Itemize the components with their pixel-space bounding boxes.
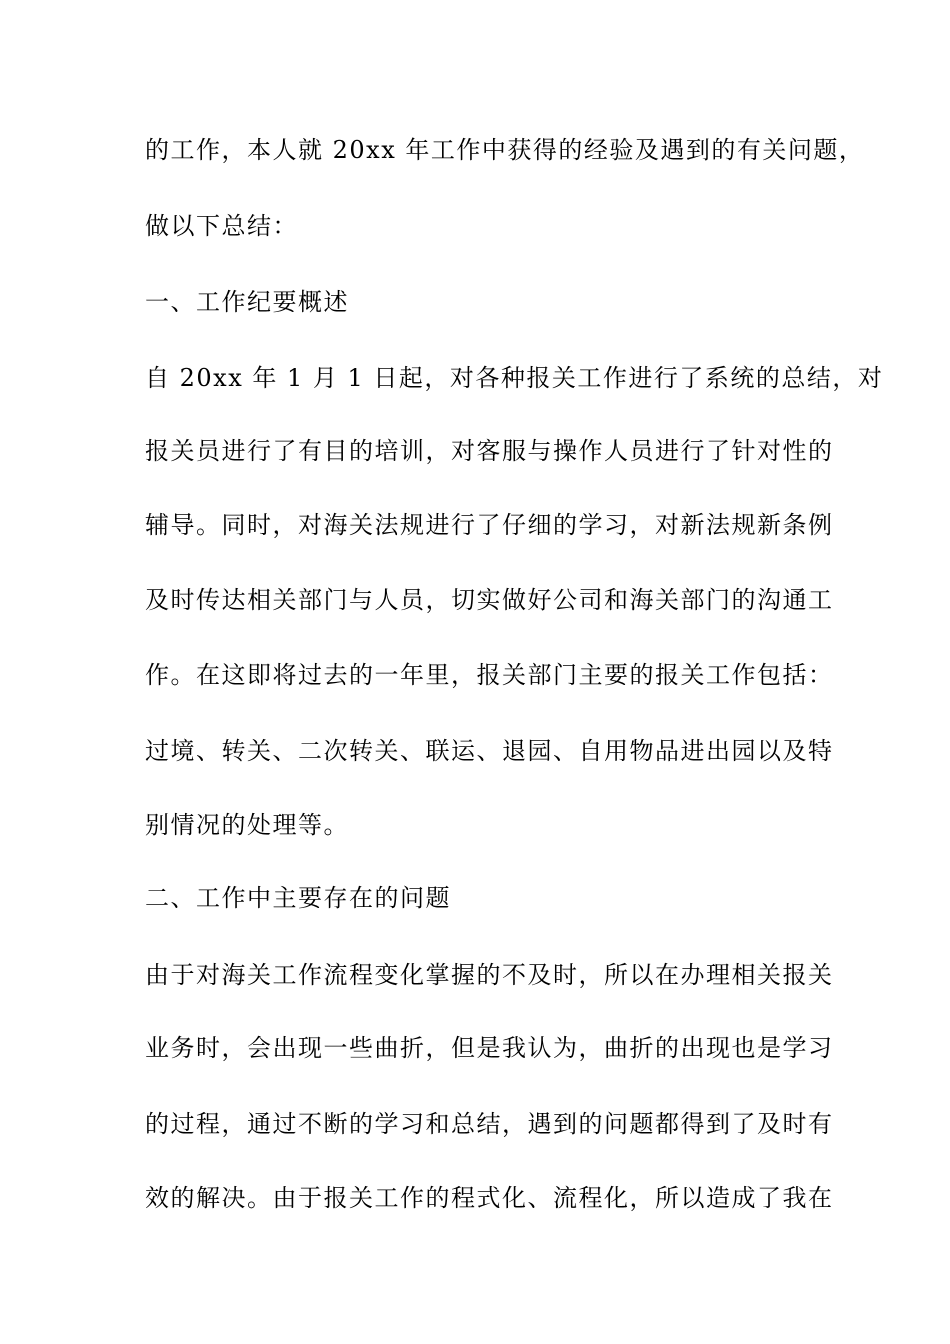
body-line: 业务时，会出现一些曲折，但是我认为，曲折的出现也是学习 xyxy=(145,1034,834,1062)
body-line: 做以下总结： xyxy=(145,212,298,240)
body-line: 效的解决。由于报关工作的程式化、流程化，所以造成了我在 xyxy=(145,1184,834,1212)
body-line: 及时传达相关部门与人员，切实做好公司和海关部门的沟通工 xyxy=(145,586,834,614)
body-line: 由于对海关工作流程变化掌握的不及时，所以在办理相关报关 xyxy=(145,961,834,989)
section-heading: 二、工作中主要存在的问题 xyxy=(145,884,451,912)
body-line: 别情况的处理等。 xyxy=(145,811,349,839)
body-line: 的过程，通过不断的学习和总结，遇到的问题都得到了及时有 xyxy=(145,1110,834,1138)
section-heading: 一、工作纪要概述 xyxy=(145,288,349,316)
body-line: 报关员进行了有目的培训，对客服与操作人员进行了针对性的 xyxy=(145,437,834,465)
body-line: 自 20xx 年 1 月 1 日起，对各种报关工作进行了系统的总结，对 xyxy=(145,364,884,392)
body-line: 的工作，本人就 20xx 年工作中获得的经验及遇到的有关问题， xyxy=(145,136,865,164)
body-line: 作。在这即将过去的一年里，报关部门主要的报关工作包括： xyxy=(145,661,834,689)
body-line: 辅导。同时，对海关法规进行了仔细的学习，对新法规新条例 xyxy=(145,511,834,539)
body-line: 过境、转关、二次转关、联运、退园、自用物品进出园以及特 xyxy=(145,737,834,765)
